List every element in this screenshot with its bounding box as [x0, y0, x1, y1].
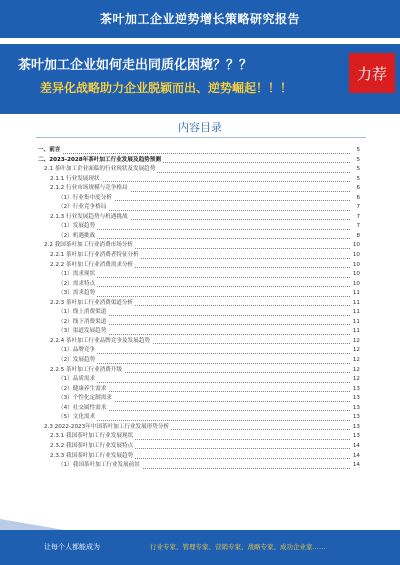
- toc-entry[interactable]: [38, 194, 360, 204]
- toc-entry-page: 10: [352, 241, 360, 251]
- toc-entry-title: （2）行业竞争格局: [58, 203, 108, 213]
- toc-entry-title: 2.2.2 茶叶加工行业消费需求分析: [50, 261, 135, 271]
- toc-leader-dots: [58, 238, 350, 239]
- toc-entry-title: （1）发展趋势: [58, 222, 97, 232]
- toc-entry-title: 二、2023-2028年茶叶加工行业发展及趋势预测: [38, 156, 163, 166]
- toc-entry[interactable]: [38, 222, 360, 232]
- toc-entry-page: 5: [355, 146, 360, 156]
- subline-text: 差异化战略助力企业脱颖而出、逆势崛起！！！: [40, 81, 293, 95]
- toc-entry-page: 8: [355, 232, 360, 242]
- toc-entry-page: 13: [352, 404, 360, 414]
- toc-entry-page: 13: [352, 394, 360, 404]
- toc-leader-dots: [58, 382, 350, 383]
- toc-entry-title: （1）品牌竞争: [58, 346, 97, 356]
- toc-entry-page: 12: [352, 356, 360, 366]
- toc-leader-dots: [58, 286, 350, 287]
- toc-entry-page: 14: [352, 452, 360, 462]
- toc-entry-title: 一、前言: [38, 146, 62, 156]
- toc-entry-title: （3）渠道发展趋势: [58, 327, 108, 337]
- toc-entry[interactable]: [38, 404, 360, 414]
- footer-roles: 行业专家、管理专家、营销专家、战略专家、成功企业家……: [150, 543, 326, 551]
- toc-entry[interactable]: [38, 184, 360, 194]
- toc-entry[interactable]: [38, 251, 360, 261]
- toc-entry-page: 11: [352, 299, 360, 309]
- toc-entry-title: （2）需求特点: [58, 280, 97, 290]
- toc-entry-title: 2.3 2022-2023年中国茶叶加工行业发展形势分析: [44, 423, 171, 433]
- toc-entry-page: 11: [352, 308, 360, 318]
- toc-entry-page: 6: [355, 184, 360, 194]
- toc-leader-dots: [58, 420, 350, 421]
- toc-entry-title: 2.3.2 我国茶叶加工行业发展特点: [50, 442, 135, 452]
- report-title: 茶叶加工企业逆势增长策略研究报告: [99, 12, 300, 26]
- toc-entry[interactable]: [38, 165, 360, 175]
- toc-entry-title: 2.2 我国茶叶加工行业消费市场分析: [44, 241, 135, 251]
- toc-entry-title: （1）需求现状: [58, 270, 97, 280]
- toc-entry-page: 5: [355, 175, 360, 185]
- toc-entry[interactable]: [38, 366, 360, 376]
- toc-entry-page: 11: [352, 327, 360, 337]
- toc-entry-title: 2.1.3 行业发展趋势与机遇挑战: [50, 213, 130, 223]
- toc-entry[interactable]: [38, 461, 360, 471]
- toc-leader-dots: [58, 229, 350, 230]
- toc-entry-title: 2.2.1 茶叶加工行业消费者特征分析: [50, 251, 141, 261]
- toc-entry-page: 13: [352, 423, 360, 433]
- toc-leader-dots: [38, 153, 350, 154]
- toc-entry[interactable]: [38, 327, 360, 337]
- toc-entry-title: （2）发展趋势: [58, 356, 97, 366]
- toc-entry-title: 2.3.3 我国茶叶加工行业发展趋势: [50, 452, 135, 462]
- toc-entry-title: 2.2.4 茶叶加工行业品牌竞争及发展趋势: [50, 337, 152, 347]
- toc-entry[interactable]: [38, 175, 360, 185]
- toc-entry-page: 12: [352, 366, 360, 376]
- footer-bar: [0, 530, 400, 565]
- toc-entry-title: 2.2.3 茶叶加工行业消费渠道分析: [50, 299, 135, 309]
- toc-entry-title: （3）个性化定制需求: [58, 394, 114, 404]
- toc-entry[interactable]: [38, 203, 360, 213]
- toc-entry[interactable]: [38, 308, 360, 318]
- toc-entry-title: （1）行业集中度分析: [58, 194, 114, 204]
- toc-entry[interactable]: [38, 423, 360, 433]
- toc-entry-page: 13: [352, 385, 360, 395]
- toc-entry[interactable]: [38, 318, 360, 328]
- toc-divider: [36, 137, 366, 138]
- toc-entry[interactable]: [38, 432, 360, 442]
- toc-entry-title: （4）社交属性需求: [58, 404, 108, 414]
- toc-entry-title: （1）线上消费渠道: [58, 308, 108, 318]
- toc-entry-title: 2.2.5 茶叶加工行业消费升级: [50, 366, 124, 376]
- toc-entry[interactable]: [38, 232, 360, 242]
- toc-entry-page: 11: [352, 289, 360, 299]
- toc-entry[interactable]: [38, 156, 360, 166]
- table-of-contents: [38, 146, 360, 471]
- toc-entry[interactable]: [38, 385, 360, 395]
- toc-leader-dots: [58, 363, 350, 364]
- toc-entry[interactable]: [38, 346, 360, 356]
- toc-entry-page: 11: [352, 318, 360, 328]
- toc-entry[interactable]: [38, 356, 360, 366]
- toc-entry-page: 10: [352, 251, 360, 261]
- footer-slogan: 让每个人都能成为: [44, 543, 100, 551]
- toc-entry-page: 7: [355, 222, 360, 232]
- toc-entry-title: （2）健康养生需求: [58, 385, 108, 395]
- toc-entry-page: 14: [352, 442, 360, 452]
- toc-entry-page: 6: [355, 194, 360, 204]
- toc-entry-title: 2.1.1 行业发展现状: [50, 175, 102, 185]
- report-title-bar: [0, 0, 400, 38]
- toc-entry-page: 10: [352, 270, 360, 280]
- toc-entry[interactable]: [38, 289, 360, 299]
- toc-entry[interactable]: [38, 241, 360, 251]
- toc-entry-title: （2）线下消费渠道: [58, 318, 108, 328]
- toc-entry-page: 13: [352, 413, 360, 423]
- toc-entry-title: （3）需求趋势: [58, 289, 97, 299]
- toc-entry[interactable]: [38, 280, 360, 290]
- toc-entry[interactable]: [38, 442, 360, 452]
- toc-entry[interactable]: [38, 261, 360, 271]
- toc-entry-page: 14: [352, 461, 360, 471]
- toc-entry-page: 7: [355, 203, 360, 213]
- toc-entry[interactable]: [38, 452, 360, 462]
- toc-entry[interactable]: [38, 270, 360, 280]
- toc-heading: 内容目录: [178, 121, 222, 134]
- toc-entry-title: （1）品质需求: [58, 375, 97, 385]
- recommend-badge: [349, 53, 395, 93]
- toc-entry-page: 7: [355, 213, 360, 223]
- headline-text: 茶叶加工企业如何走出同质化困境？？？: [18, 58, 253, 73]
- toc-entry-page: 12: [352, 337, 360, 347]
- toc-entry-page: 13: [352, 432, 360, 442]
- toc-leader-dots: [58, 296, 350, 297]
- toc-entry[interactable]: [38, 413, 360, 423]
- recommend-badge-text: 力荐: [356, 64, 387, 83]
- toc-entry[interactable]: [38, 394, 360, 404]
- toc-entry-title: （1）我国茶叶加工行业发展前景: [58, 461, 142, 471]
- toc-entry[interactable]: [38, 146, 360, 156]
- toc-entry-title: （5）文化需求: [58, 413, 97, 423]
- toc-entry-page: 10: [352, 280, 360, 290]
- toc-entry[interactable]: [38, 213, 360, 223]
- toc-entry[interactable]: [38, 299, 360, 309]
- toc-entry-page: 12: [352, 346, 360, 356]
- toc-entry-title: 2.3.1 我国茶叶加工行业发展现状: [50, 432, 135, 442]
- toc-entry-page: 10: [352, 261, 360, 271]
- toc-leader-dots: [58, 353, 350, 354]
- toc-entry[interactable]: [38, 375, 360, 385]
- toc-entry-page: 5: [355, 165, 360, 175]
- toc-entry-title: 2.1.2 行业市场规模与竞争格局: [50, 184, 130, 194]
- toc-entry-title: （2）机遇挑战: [58, 232, 97, 242]
- toc-entry-page: 5: [355, 156, 360, 166]
- toc-entry[interactable]: [38, 337, 360, 347]
- toc-leader-dots: [58, 277, 350, 278]
- toc-entry-page: 12: [352, 375, 360, 385]
- toc-entry-title: 2.1 茶叶加工企业面临的行业现状及发展趋势: [44, 165, 157, 175]
